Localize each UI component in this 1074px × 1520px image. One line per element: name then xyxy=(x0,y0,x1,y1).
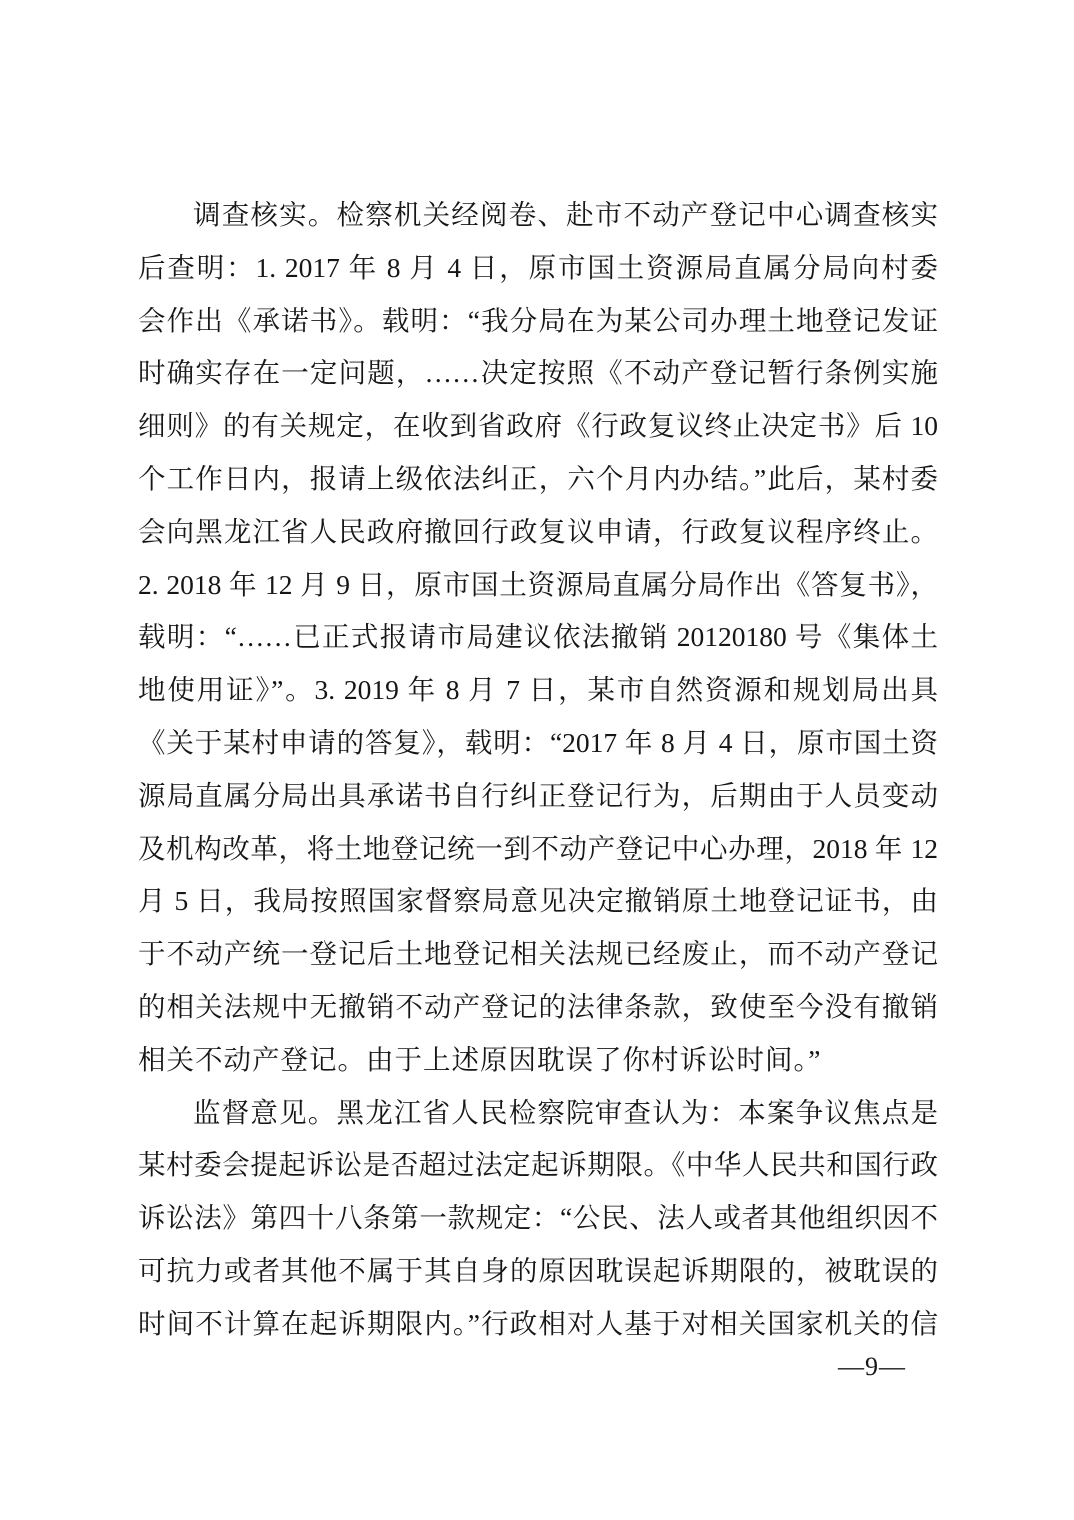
text-line: 相关不动产登记。由于上述原因耽误了你村诉讼时间。” xyxy=(138,1043,822,1075)
text-line: 的相关法规中无撤销不动产登记的法律条款，致使至今没有撤销 xyxy=(138,990,938,1022)
text-line: 载明：“……已正式报请市局建议依法撤销 20120180 号《集体土 xyxy=(138,621,938,653)
text-line: 调查核实。检察机关经阅卷、赴市不动产登记中心调查核实 xyxy=(193,199,938,230)
text-line: 源局直属分局出具承诺书自行纠正登记行为，后期由于人员变动 xyxy=(138,779,938,811)
text-line: 会作出《承诺书》。载明：“我分局在为某公司办理土地登记发证 xyxy=(138,304,938,336)
text-line: 月 5 日，我局按照国家督察局意见决定撤销原土地登记证书，由 xyxy=(138,885,938,917)
text-line: 诉讼法》第四十八条第一款规定：“公民、法人或者其他组织因不 xyxy=(138,1202,938,1234)
text-line: 会向黑龙江省人民政府撤回行政复议申请，行政复议程序终止。 xyxy=(138,515,938,547)
text-line: 于不动产统一登记后土地登记相关法规已经废止，而不动产登记 xyxy=(138,938,938,970)
text-line: 2. 2018 年 12 月 9 日，原市国土资源局直属分局作出《答复书》， xyxy=(138,568,938,600)
text-line: 个工作日内，报请上级依法纠正，六个月内办结。”此后，某村委 xyxy=(138,462,938,494)
text-line: 地使用证》”。3. 2019 年 8 月 7 日，某市自然资源和规划局出具 xyxy=(138,674,938,706)
text-line: 时确实存在一定问题，……决定按照《不动产登记暂行条例实施 xyxy=(138,357,938,389)
page-number: —9— xyxy=(838,1352,906,1381)
paragraph xyxy=(138,1087,938,1351)
document-body xyxy=(138,189,938,1351)
text-line: 及机构改革，将土地登记统一到不动产登记中心办理，2018 年 12 xyxy=(138,832,938,864)
text-line: 细则》的有关规定，在收到省政府《行政复议终止决定书》后 10 xyxy=(138,410,938,442)
text-line: 《关于某村申请的答复》，载明：“2017 年 8 月 4 日，原市国土资 xyxy=(138,726,938,758)
paragraph xyxy=(138,189,938,1087)
text-line: 可抗力或者其他不属于其自身的原因耽误起诉期限的，被耽误的 xyxy=(138,1254,938,1286)
text-line: 时间不计算在起诉期限内。”行政相对人基于对相关国家机关的信 xyxy=(138,1307,938,1339)
text-line: 某村委会提起诉讼是否超过法定起诉期限。《中华人民共和国行政 xyxy=(138,1149,938,1181)
text-line: 后查明：1. 2017 年 8 月 4 日，原市国土资源局直属分局向村委 xyxy=(138,251,938,283)
text-line: 监督意见。黑龙江省人民检察院审查认为：本案争议焦点是 xyxy=(193,1096,938,1128)
